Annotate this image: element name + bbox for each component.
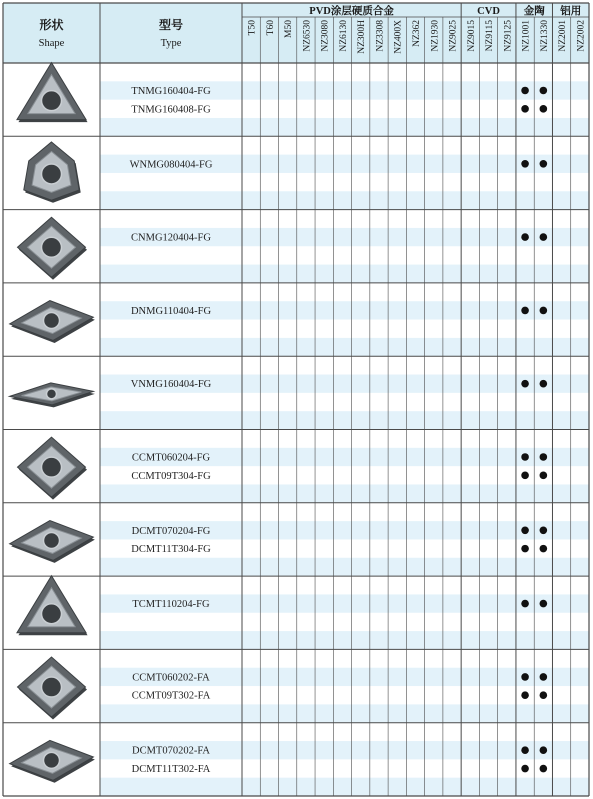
availability-dot <box>540 746 548 754</box>
availability-dot <box>521 105 529 113</box>
row-stripe <box>242 228 589 246</box>
rhombic-55-screw-insert-icon <box>10 740 95 782</box>
availability-dot <box>540 453 548 461</box>
triangle-insert-icon <box>17 63 88 123</box>
type-stripe <box>100 484 242 502</box>
grade-column-label: NZ9015 <box>466 20 477 52</box>
availability-dot <box>540 600 548 608</box>
type-code: CNMG120404-FG <box>131 232 211 244</box>
type-stripe <box>100 265 242 283</box>
grade-column-label: NZ6130 <box>338 20 349 52</box>
grade-column-label: NZ362 <box>412 20 422 47</box>
grade-group-label: PVD涂层硬质合金 <box>309 6 394 17</box>
type-code: DCMT11T304-FG <box>131 544 211 556</box>
availability-dot <box>521 600 529 608</box>
type-code: CCMT09T302-FA <box>131 690 211 702</box>
row-stripe <box>242 521 589 539</box>
availability-dot <box>540 765 548 773</box>
availability-dot <box>540 545 548 553</box>
grade-column-label: NZ3308 <box>375 20 386 52</box>
grade-column-label: NZ3080 <box>320 20 331 52</box>
shape-header-en: Shape <box>38 38 65 49</box>
availability-dot <box>521 673 529 681</box>
availability-dot <box>540 691 548 699</box>
triangle-screw-insert-icon <box>17 576 88 636</box>
grade-column-label: NZ400X <box>393 20 404 54</box>
type-code: DNMG110404-FG <box>130 305 212 317</box>
availability-dot <box>521 380 529 388</box>
availability-dot <box>521 453 529 461</box>
availability-dot <box>540 160 548 168</box>
rhombic-55-screw-insert-icon <box>10 521 95 563</box>
type-stripe <box>100 411 242 429</box>
row-stripe <box>242 631 589 649</box>
grade-column-label: NZ9115 <box>485 20 496 52</box>
grade-group-label: 铝用 <box>560 6 582 17</box>
grade-group-label: 金陶 <box>523 6 545 17</box>
trigon-insert-icon <box>24 142 81 203</box>
type-stripe <box>100 558 242 576</box>
rhombic-80-screw-insert-icon <box>18 657 88 720</box>
type-code: WNMG080404-FG <box>129 159 213 171</box>
grade-group-label: CVD <box>477 6 500 17</box>
type-code: CCMT09T304-FG <box>131 470 211 482</box>
type-stripe <box>100 118 242 136</box>
availability-dot <box>521 691 529 699</box>
rhombic-80-screw-insert-icon <box>18 437 88 500</box>
availability-dot <box>521 746 529 754</box>
grade-column-label: T50 <box>247 20 258 36</box>
type-code: TCMT110204-FG <box>132 599 210 611</box>
header-background <box>3 3 589 63</box>
grade-column-label: NZ1930 <box>430 20 441 52</box>
availability-dot <box>521 307 529 315</box>
availability-dot <box>540 526 548 534</box>
availability-dot <box>521 472 529 480</box>
row-stripe <box>242 668 589 686</box>
rhombic-35-insert-icon <box>10 383 95 407</box>
grade-column-label: NZ2002 <box>576 20 587 52</box>
availability-dot <box>521 526 529 534</box>
row-stripe <box>242 155 589 173</box>
grade-column-label: M50 <box>284 20 295 38</box>
grade-column-label: T60 <box>265 20 276 36</box>
availability-dot <box>521 545 529 553</box>
row-stripe <box>242 741 589 759</box>
row-stripe <box>242 411 589 429</box>
row-stripe <box>242 594 589 612</box>
grade-column-label: NZ1001 <box>521 20 532 52</box>
row-stripe <box>242 448 589 466</box>
rhombic-55-insert-icon <box>10 301 95 343</box>
row-stripe <box>242 81 589 99</box>
row-stripe <box>242 558 589 576</box>
type-code: CCMT060202-FA <box>132 672 210 684</box>
row-stripe <box>242 338 589 356</box>
type-header-en: Type <box>160 38 182 49</box>
shape-header-cn: 形状 <box>39 18 64 32</box>
type-stripe <box>100 338 242 356</box>
row-stripe <box>242 704 589 722</box>
grade-column-label: NZ2001 <box>558 20 569 52</box>
row-stripe <box>242 778 589 796</box>
availability-dot <box>521 87 529 95</box>
grade-column-label: NZ9025 <box>448 20 459 52</box>
type-code: TNMG160404-FG <box>131 85 211 97</box>
availability-dot <box>521 160 529 168</box>
availability-dot <box>540 472 548 480</box>
type-stripe <box>100 778 242 796</box>
type-header-cn: 型号 <box>158 18 184 32</box>
type-stripe <box>100 704 242 722</box>
row-stripe <box>242 484 589 502</box>
availability-dot <box>521 233 529 241</box>
availability-dot <box>540 673 548 681</box>
type-stripe <box>100 631 242 649</box>
type-code: DCMT070202-FA <box>132 745 210 757</box>
type-code: DCMT11T302-FA <box>131 764 211 776</box>
availability-dot <box>540 307 548 315</box>
row-stripe <box>242 301 589 319</box>
grade-column-label: NZ6530 <box>302 20 313 52</box>
type-code: DCMT070204-FG <box>131 525 211 537</box>
row-stripe <box>242 191 589 209</box>
availability-dot <box>540 105 548 113</box>
availability-dot <box>540 380 548 388</box>
type-code: VNMG160404-FG <box>130 379 212 391</box>
grade-column-label: NZ1330 <box>539 20 550 52</box>
row-stripe <box>242 118 589 136</box>
grade-column-label: NZ300H <box>357 20 368 54</box>
type-code: CCMT060204-FG <box>131 452 211 464</box>
row-stripe <box>242 265 589 283</box>
availability-dot <box>540 233 548 241</box>
rhombic-80-insert-icon <box>18 217 88 280</box>
row-stripe <box>242 375 589 393</box>
type-stripe <box>100 191 242 209</box>
availability-dot <box>540 87 548 95</box>
grade-column-label: NZ9125 <box>503 20 514 52</box>
availability-dot <box>521 765 529 773</box>
type-code: TNMG160408-FG <box>131 104 211 116</box>
